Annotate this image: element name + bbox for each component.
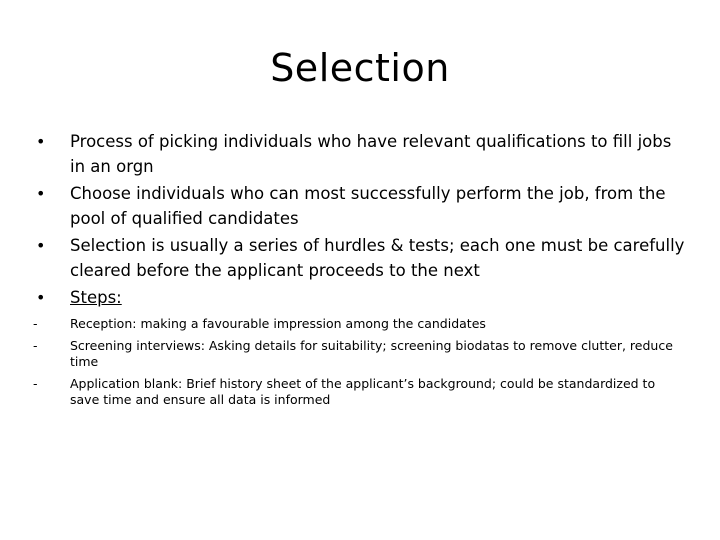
bullet-text: Process of picking individuals who have relevant qualifications to fill jobs in an orgn (70, 132, 672, 176)
bullet-marker: • (36, 236, 46, 255)
bullet-marker: • (36, 288, 46, 307)
bullet-text: Choose individuals who can most successfully perform the job, from the pool of qualified candidates (70, 184, 666, 228)
bullet-marker: • (36, 184, 46, 203)
steps-heading: Steps: (70, 288, 122, 307)
step-item (0, 376, 720, 408)
step-text: Reception: making a favourable impression among the candidates (70, 316, 486, 331)
step-item (0, 316, 720, 332)
bullet-item-steps (0, 286, 720, 311)
dash-marker: - (33, 316, 38, 331)
dash-marker: - (33, 376, 38, 391)
bullet-marker: • (36, 132, 46, 151)
slide-title: Selection (270, 46, 450, 90)
bullet-item (0, 182, 720, 231)
step-text: Screening interviews: Asking details for suitability; screening biodatas to remove clutter, reduce time (70, 338, 673, 369)
bullet-text: Selection is usually a series of hurdles & tests; each one must be carefully cleared before the applicant proceeds to the next (70, 236, 685, 280)
bullet-item (0, 130, 720, 179)
steps-list (0, 316, 720, 414)
step-item (0, 338, 720, 370)
dash-marker: - (33, 338, 38, 353)
bullet-list (0, 130, 720, 314)
bullet-item (0, 234, 720, 283)
step-text: Application blank: Brief history sheet of the applicant’s background; could be standardized to save time and ensure all data is informed (70, 376, 656, 407)
